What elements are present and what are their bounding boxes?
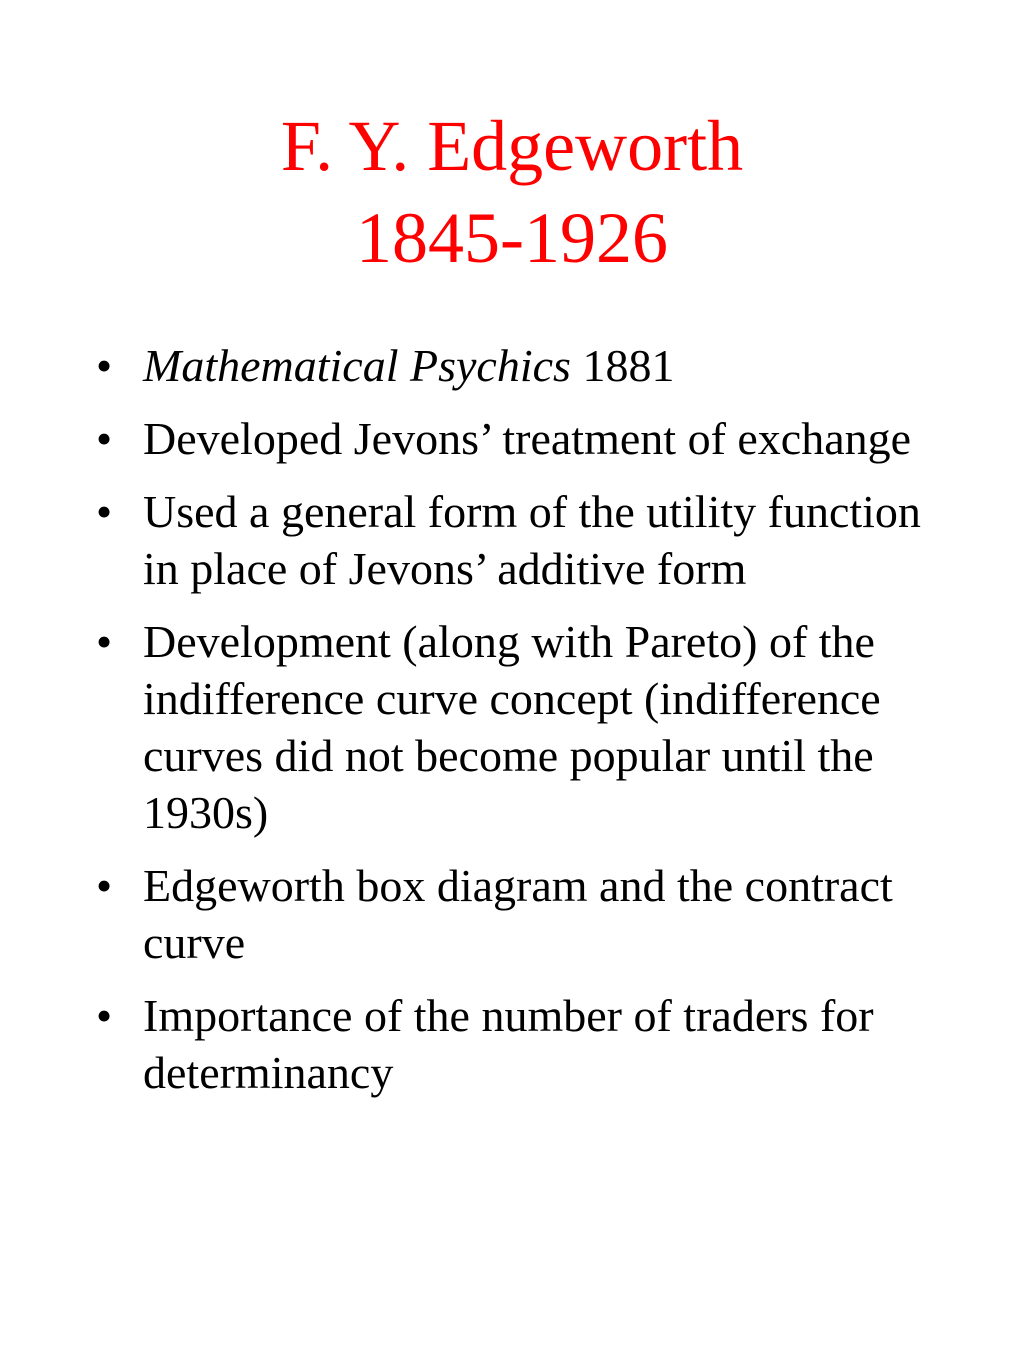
bullet-text: Importance of the number of traders for determinancy bbox=[143, 990, 874, 1098]
bullet-dot: • bbox=[96, 486, 113, 537]
bullet-dot: • bbox=[96, 616, 113, 667]
bullet-text: Edgeworth box diagram and the contract curve bbox=[143, 860, 893, 968]
bullet-list bbox=[96, 337, 926, 1117]
bullet-item bbox=[96, 613, 926, 841]
bullet-item bbox=[96, 337, 926, 394]
book-title: Mathematical Psychics bbox=[143, 340, 571, 391]
bullet-text: Developed Jevons’ treatment of exchange bbox=[143, 413, 912, 464]
bullet-text: Used a general form of the utility function in place of Jevons’ additive form bbox=[143, 486, 921, 594]
bullet-item bbox=[96, 987, 926, 1101]
bullet-dot: • bbox=[96, 413, 113, 464]
bullet-item bbox=[96, 857, 926, 971]
title-name: F. Y. Edgeworth bbox=[280, 106, 744, 186]
bullet-dot: • bbox=[96, 990, 113, 1041]
bullet-dot: • bbox=[96, 340, 113, 391]
bullet-text: Development (along with Pareto) of the indifference curve concept (indifference curves did not become popular until the 1930s) bbox=[143, 616, 881, 838]
bullet-item bbox=[96, 483, 926, 597]
title-years: 1845-1926 bbox=[356, 198, 668, 278]
slide-title bbox=[0, 100, 1024, 284]
bullet-item bbox=[96, 410, 926, 467]
bullet-dot: • bbox=[96, 860, 113, 911]
bullet-text: 1881 bbox=[570, 340, 675, 391]
